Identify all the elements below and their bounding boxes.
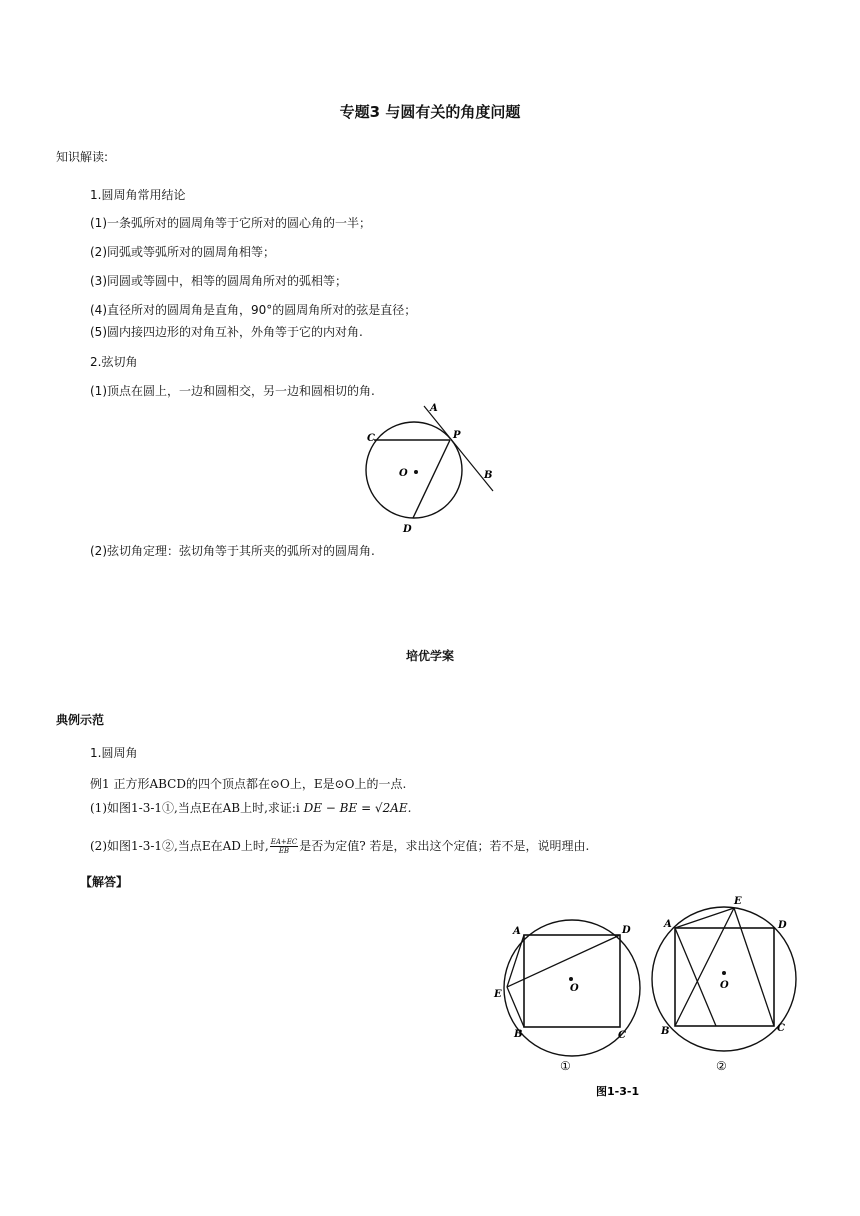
q2-suffix: 是否为定值? 若是，求出这个定值；若不是，说明理由.	[299, 839, 590, 853]
q1-formula: DE − BE = √2AE.	[303, 801, 412, 815]
label-o: O	[399, 468, 408, 479]
example1-question-2	[90, 837, 589, 855]
right-label-b: B	[661, 1026, 670, 1037]
left-label-e: E	[494, 989, 502, 1000]
fraction-denominator: EB	[278, 847, 290, 855]
right-label-o: O	[720, 980, 729, 991]
page-title: 专题3 与圆有关的角度问题	[339, 103, 521, 121]
right-label-e: E	[734, 896, 742, 907]
example1-stem: 例1 正方形ABCD的四个顶点都在⊙O上，E是⊙O上的一点.	[90, 777, 407, 791]
center-dot-right	[722, 971, 726, 975]
q1-text: (1)如图1-3-1①,当点E在AB上时,求证:i	[90, 801, 300, 815]
q2-text: (2)如图1-3-1②,当点E在AD上时,	[90, 839, 269, 853]
section1-heading: 1.圆周角常用结论	[90, 188, 186, 202]
tangent-line-ab	[424, 406, 493, 491]
label-c: C	[367, 433, 375, 444]
segment-eb-right	[675, 908, 734, 1026]
square-left	[524, 935, 620, 1027]
figure-caption: 图1-3-1	[596, 1085, 640, 1098]
label-p: P	[453, 430, 461, 441]
conclusion-item-1: (1)一条弧所对的圆周角等于它所对的圆心角的一半；	[90, 216, 372, 230]
subfigure-label-2: ②	[716, 1059, 727, 1073]
conclusion-item-2: (2)同弧或等弧所对的圆周角相等；	[90, 245, 275, 259]
left-label-b: B	[514, 1029, 523, 1040]
label-b: B	[484, 470, 493, 481]
label-d: D	[403, 524, 412, 535]
segment-inner-right	[675, 928, 716, 1026]
conclusion-item-3: (3)同圆或等圆中，相等的圆周角所对的弧相等；	[90, 274, 347, 288]
diagram-2	[652, 896, 796, 1073]
segment-ec-right	[734, 908, 774, 1026]
example-heading: 典例示范	[56, 713, 105, 727]
center-dot	[414, 470, 418, 474]
right-label-d: D	[778, 920, 787, 931]
conclusion-item-5: (5)圆内接四边形的对角互补，外角等于它的内对角.	[90, 325, 363, 339]
intro-heading: 知识解读:	[56, 150, 109, 164]
example1-question-1	[90, 799, 411, 816]
square-in-circle-figure	[486, 890, 806, 1105]
section2-heading: 2.弦切角	[90, 355, 138, 369]
chord-tangent-figure	[360, 398, 505, 538]
left-label-o: O	[570, 983, 579, 994]
fraction-numerator: EA+EC	[270, 838, 298, 846]
left-label-d: D	[622, 925, 631, 936]
answer-label: 【解答】	[80, 875, 129, 889]
subtitle: 培优学案	[405, 649, 454, 663]
subfigure-label-1: ①	[560, 1059, 571, 1073]
left-label-a: A	[513, 926, 521, 937]
left-label-c: C	[618, 1030, 626, 1041]
chord-tangent-theorem: (2)弦切角定理：弦切角等于其所夹的弧所对的圆周角.	[90, 544, 375, 558]
circle-o	[366, 422, 462, 518]
square-right	[675, 928, 774, 1026]
segment-eb-left	[507, 987, 524, 1027]
right-label-a: A	[664, 919, 672, 930]
example-section-heading: 1.圆周角	[90, 746, 138, 760]
right-label-c: C	[777, 1023, 785, 1034]
conclusion-item-4: (4)直径所对的圆周角是直角，90°的圆周角所对的弦是直径；	[90, 303, 417, 317]
chord-tangent-definition: (1)顶点在圆上，一边和圆相交，另一边和圆相切的角.	[90, 384, 375, 398]
label-a: A	[430, 403, 438, 414]
q2-fraction	[270, 838, 299, 855]
diagram-1	[493, 920, 640, 1073]
center-dot-left	[569, 977, 573, 981]
